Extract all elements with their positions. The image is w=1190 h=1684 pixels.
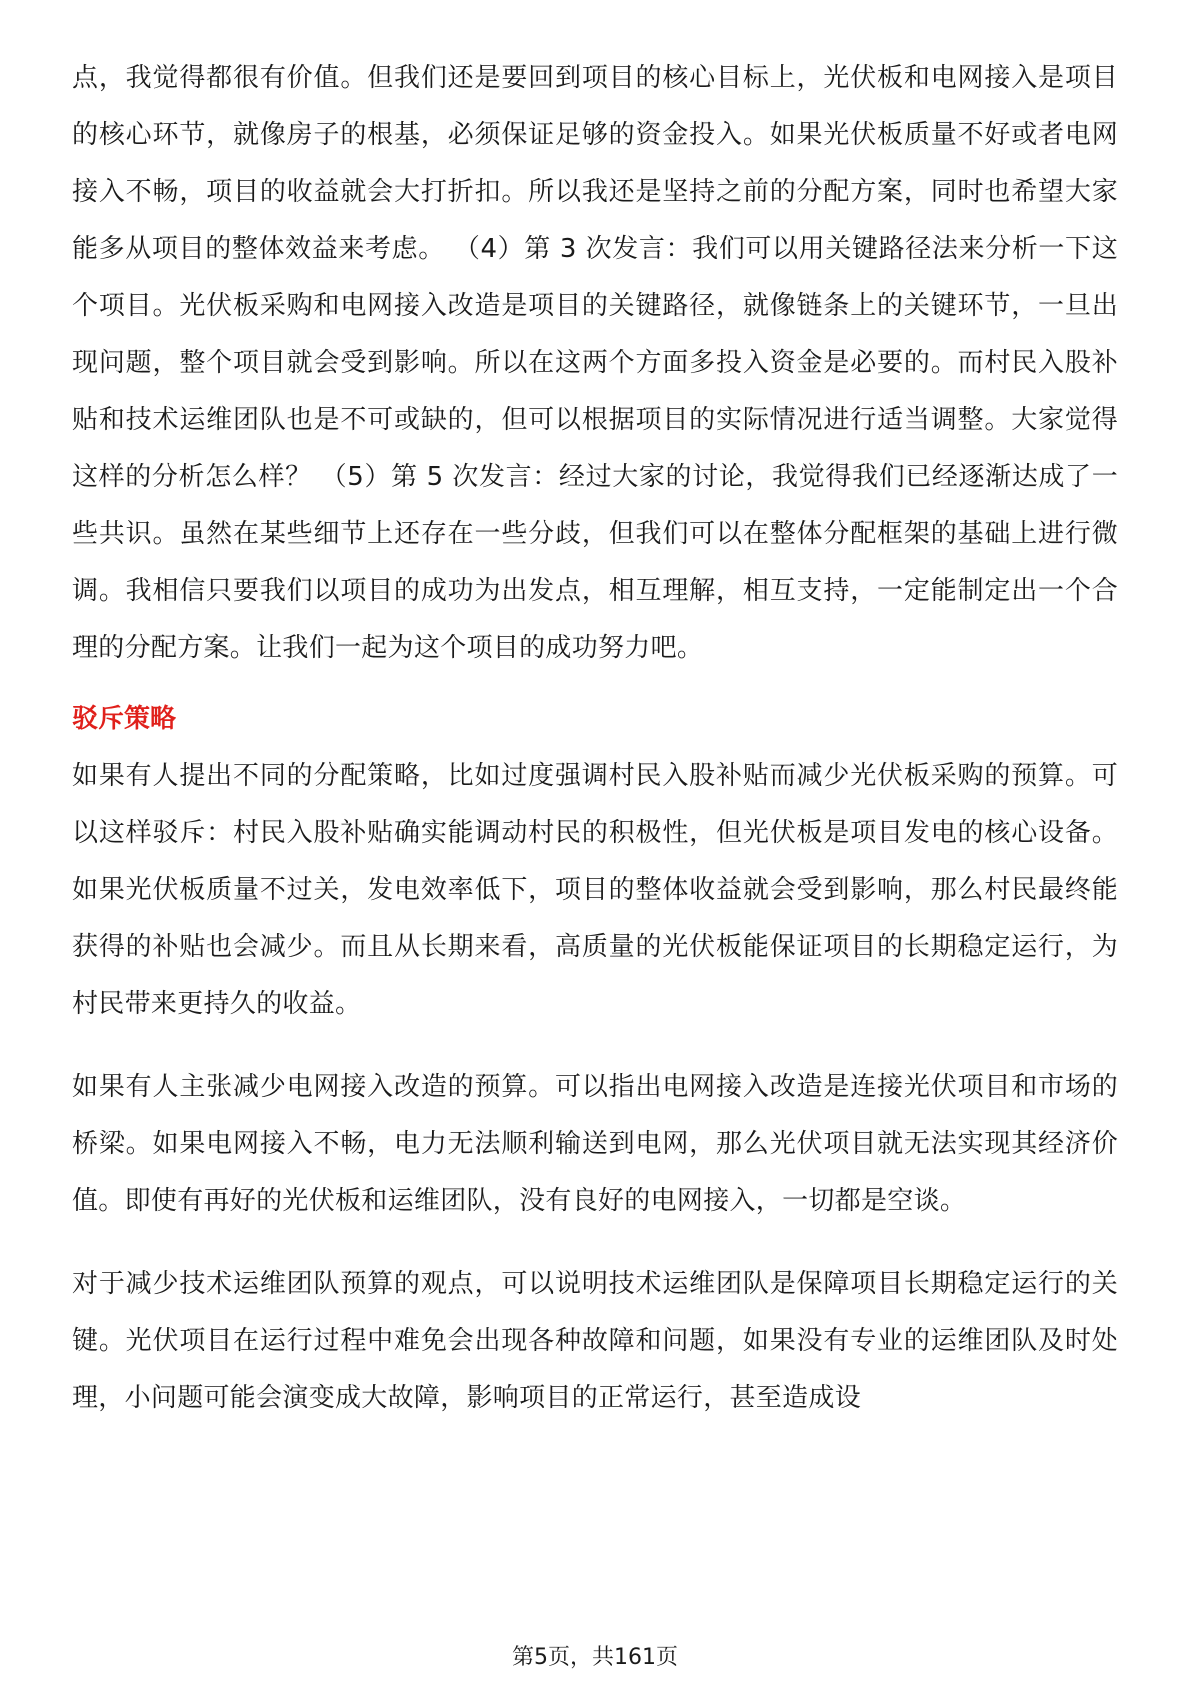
body-paragraph: 如果有人主张减少电网接入改造的预算。可以指出电网接入改造是连接光伏项目和市场的桥梁。如果电网接入不畅，电力无法顺利输送到电网，那么光伏项目就无法实现其经济价值。即使有再好的光伏板和运维团队，没有良好的电网接入，一切都是空谈。 — [72, 1072, 1118, 1216]
page-number-footer: 第5页，共161页 — [512, 1645, 678, 1670]
body-paragraph: 如果有人提出不同的分配策略，比如过度强调村民入股补贴而减少光伏板采购的预算。可以这样驳斥：村民入股补贴确实能调动村民的积极性，但光伏板是项目发电的核心设备。如果光伏板质量不过关，发电效率低下，项目的整体收益就会受到影响，那么村民最终能获得的补贴也会减少。而且从长期来看，高质量的光伏板能保证项目的长期稳定运行，为村民带来更持久的收益。 — [72, 761, 1118, 1019]
document-body — [72, 50, 1118, 1427]
body-paragraph: 对于减少技术运维团队预算的观点，可以说明技术运维团队是保障项目长期稳定运行的关键。光伏项目在运行过程中难免会出现各种故障和问题，如果没有专业的运维团队及时处理，小问题可能会演变成大故障，影响项目的正常运行，甚至造成设 — [72, 1269, 1118, 1413]
body-paragraph: 点，我觉得都很有价值。但我们还是要回到项目的核心目标上，光伏板和电网接入是项目的核心环节，就像房子的根基，必须保证足够的资金投入。如果光伏板质量不好或者电网接入不畅，项目的收益就会大打折扣。所以我还是坚持之前的分配方案，同时也希望大家能多从项目的整体效益来考虑。 （4）第 3 次发言：我们可以用关键路径法来分析一下这个项目。光伏板采购和电网接入改造是项目的关键路径，就像链条上的关键环节，一旦出现问题，整个项目就会受到影响。所以在这两个方面多投入资金是必要的。而村民入股补贴和技术运维团队也是不可或缺的，但可以根据项目的实际情况进行适当调整。大家觉得这样的分析怎么样？ （5）第 5 次发言：经过大家的讨论，我觉得我们已经逐渐达成了一些共识。虽然在某些细节上还存在一些分歧，但我们可以在整体分配框架的基础上进行微调。我相信只要我们以项目的成功为出发点，相互理解，相互支持，一定能制定出一个合理的分配方案。让我们一起为这个项目的成功努力吧。 — [72, 63, 1118, 663]
section-heading: 驳斥策略 — [72, 704, 177, 734]
